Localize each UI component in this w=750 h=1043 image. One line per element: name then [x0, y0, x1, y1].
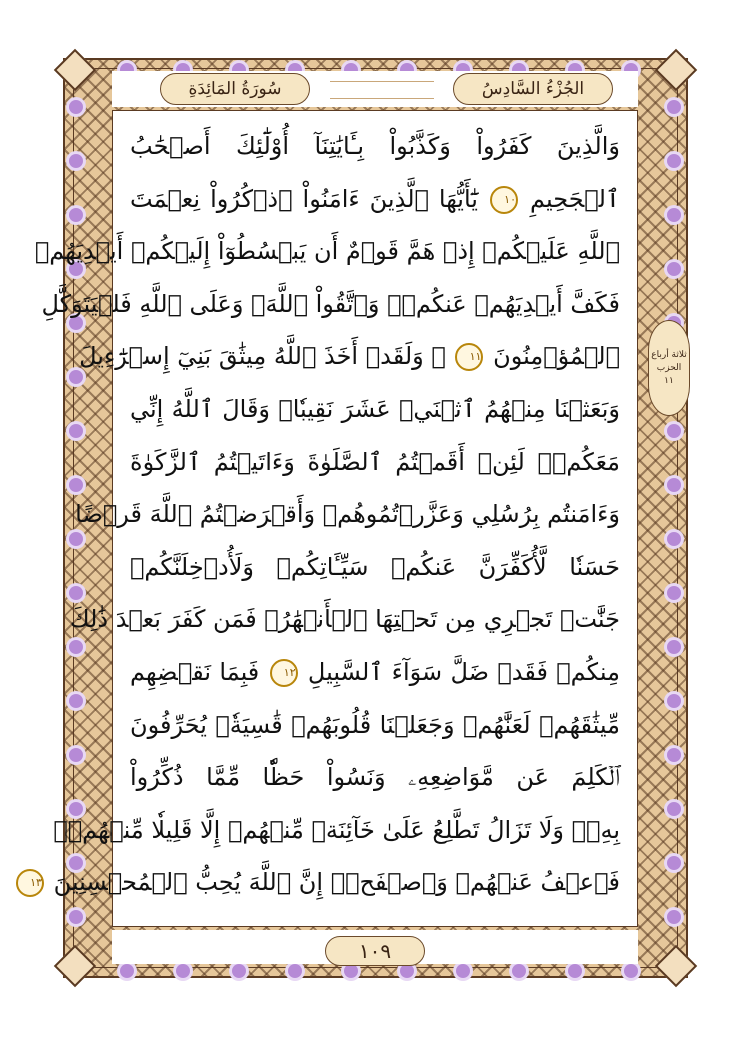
text-line	[79, 334, 620, 378]
border-flower-ornament	[69, 478, 83, 492]
verse-text: ٱلۡجَحِيمِ	[530, 184, 620, 213]
text-line	[34, 229, 620, 273]
aya-number-marker: ١٢	[270, 659, 298, 687]
border-flower-ornament	[667, 856, 681, 870]
verse-text: فَكَفَّ أَيۡدِيَهُمۡ عَنكُمۡۖ وَٱتَّقُواْ ٱللَّهَۚ وَعَلَى ٱللَّهِ فَلۡيَتَوَكَّلِ	[41, 289, 620, 318]
text-line	[30, 860, 620, 904]
header-divider-ornament	[330, 81, 434, 99]
border-flower-ornament	[568, 964, 582, 978]
border-flower-ornament	[667, 802, 681, 816]
border-flower-ornament	[69, 208, 83, 222]
hizb-marker-line3: ١١	[664, 375, 674, 386]
border-flower-ornament	[624, 964, 638, 978]
surah-name-label: سُورَةُ المَائِدَةِ	[160, 73, 310, 105]
border-flower-ornament	[667, 748, 681, 762]
verse-text: مَعَكُمۡۖ لَئِنۡ أَقَمۡتُمُ ٱلصَّلَوٰةَ وَءَاتَيۡتُمُ ٱلزَّكَوٰةَ	[130, 447, 620, 476]
text-line	[130, 545, 620, 589]
border-flower-ornament	[69, 100, 83, 114]
border-flower-ornament	[69, 694, 83, 708]
text-line	[130, 177, 620, 221]
text-line	[69, 597, 620, 641]
border-flower-ornament	[456, 964, 470, 978]
border-flower-ornament	[120, 964, 134, 978]
border-flower-ornament	[69, 748, 83, 762]
border-flower-ornament	[667, 586, 681, 600]
verse-text: مِنكُمۡ فَقَدۡ ضَلَّ سَوَآءَ ٱلسَّبِيلِ	[307, 658, 620, 686]
verse-text: بِهِۦۚ وَلَا تَزَالُ تَطَّلِعُ عَلَىٰ خَآئِنَةٖ مِّنۡهُمۡ إِلَّا قَلِيلٗا مِّنۡهُمۡۖ	[53, 815, 620, 844]
verse-text: وَالَّذِينَ كَفَرُواْ وَكَذَّبُواْ بِـَٔايَٰتِنَآ أُوْلَٰٓئِكَ أَصۡحَٰبُ	[130, 132, 620, 160]
text-line	[130, 387, 620, 431]
border-flower-ornament	[512, 964, 526, 978]
hizb-marker	[648, 320, 690, 416]
verse-text: فَٱعۡفُ عَنۡهُمۡ وَٱصۡفَحۡۚ إِنَّ ٱللَّهَ يُحِبُّ ٱلۡمُحۡسِنِينَ	[53, 868, 620, 897]
text-line	[41, 282, 620, 326]
verse-text: يَٰٓأَيُّهَا ٱلَّذِينَ ءَامَنُواْ ٱذۡكُرُواْ نِعۡمَتَ	[130, 184, 478, 213]
border-flower-ornament	[69, 640, 83, 654]
verse-text: ٱلۡمُؤۡمِنُونَ	[493, 342, 620, 371]
verse-text: ٱللَّهِ عَلَيۡكُمۡ إِذۡ هَمَّ قَوۡمٌ أَن يَبۡسُطُوٓاْ إِلَيۡكُمۡ أَيۡدِيَهُمۡ	[34, 237, 620, 266]
verse-text: مِّيثَٰقَهُمۡ لَعَنَّٰهُمۡ وَجَعَلۡنَا قُلُوبَهُمۡ قَٰسِيَةٗۖ يُحَرِّفُونَ	[130, 710, 620, 739]
text-line	[75, 492, 620, 536]
hizb-marker-line2: الحزب	[656, 362, 682, 373]
border-flower-ornament	[667, 532, 681, 546]
text-line	[130, 440, 620, 484]
text-line	[130, 650, 620, 694]
border-flower-ornament	[667, 424, 681, 438]
border-flower-ornament	[69, 154, 83, 168]
border-flower-ornament	[69, 424, 83, 438]
border-flower-ornament	[667, 478, 681, 492]
border-flower-ornament	[667, 100, 681, 114]
text-line	[53, 808, 620, 852]
border-flower-ornament	[69, 910, 83, 924]
border-flower-ornament	[176, 964, 190, 978]
text-line	[130, 755, 620, 799]
border-flower-ornament	[667, 262, 681, 276]
aya-number-marker: ١٣	[16, 869, 44, 897]
verse-text: جَنَّٰتٖ تَجۡرِي مِن تَحۡتِهَا ٱلۡأَنۡهَٰرُۚ فَمَن كَفَرَ بَعۡدَ ذَٰلِكَ	[69, 605, 620, 634]
juz-name-label: الجُزْءُ السَّادِسُ	[453, 73, 613, 105]
aya-number-marker: ١١	[455, 343, 483, 371]
verse-text: وَءَامَنتُم بِرُسُلِي وَعَزَّرۡتُمُوهُمۡ وَأَقۡرَضۡتُمُ ٱللَّهَ قَرۡضًا	[75, 500, 620, 529]
aya-number-marker: ١٠	[490, 186, 518, 214]
text-line	[130, 124, 620, 168]
border-flower-ornament	[232, 964, 246, 978]
verse-text: ۞ وَلَقَدۡ أَخَذَ ٱللَّهُ مِيثَٰقَ بَنِيٓ إِسۡرَٰٓءِيلَ	[79, 342, 446, 371]
verse-text: حَسَنٗا لَّأُكَفِّرَنَّ عَنكُمۡ سَيِّـَٔاتِكُمۡ وَلَأُدۡخِلَنَّكُمۡ	[130, 552, 620, 581]
border-flower-ornament	[667, 640, 681, 654]
border-flower-ornament	[667, 208, 681, 222]
border-flower-ornament	[667, 154, 681, 168]
verse-text: فَبِمَا نَقۡضِهِم	[130, 658, 260, 686]
border-flower-ornament	[344, 964, 358, 978]
page-number: ١٠٩	[325, 936, 425, 966]
text-line	[130, 703, 620, 747]
border-flower-ornament	[400, 964, 414, 978]
hizb-marker-line1: ثلاثة أرباع	[651, 349, 687, 360]
verse-text: وَبَعَثۡنَا مِنۡهُمُ ٱثۡنَيۡ عَشَرَ نَقِيبٗاۖ وَقَالَ ٱللَّهُ إِنِّي	[130, 395, 620, 423]
border-flower-ornament	[667, 910, 681, 924]
border-flower-ornament	[288, 964, 302, 978]
verse-text: ٱلۡكَلِمَ عَن مَّوَاضِعِهِۦ وَنَسُواْ حَظّٗا مِّمَّا ذُكِّرُواْ	[130, 763, 620, 792]
border-flower-ornament	[667, 694, 681, 708]
